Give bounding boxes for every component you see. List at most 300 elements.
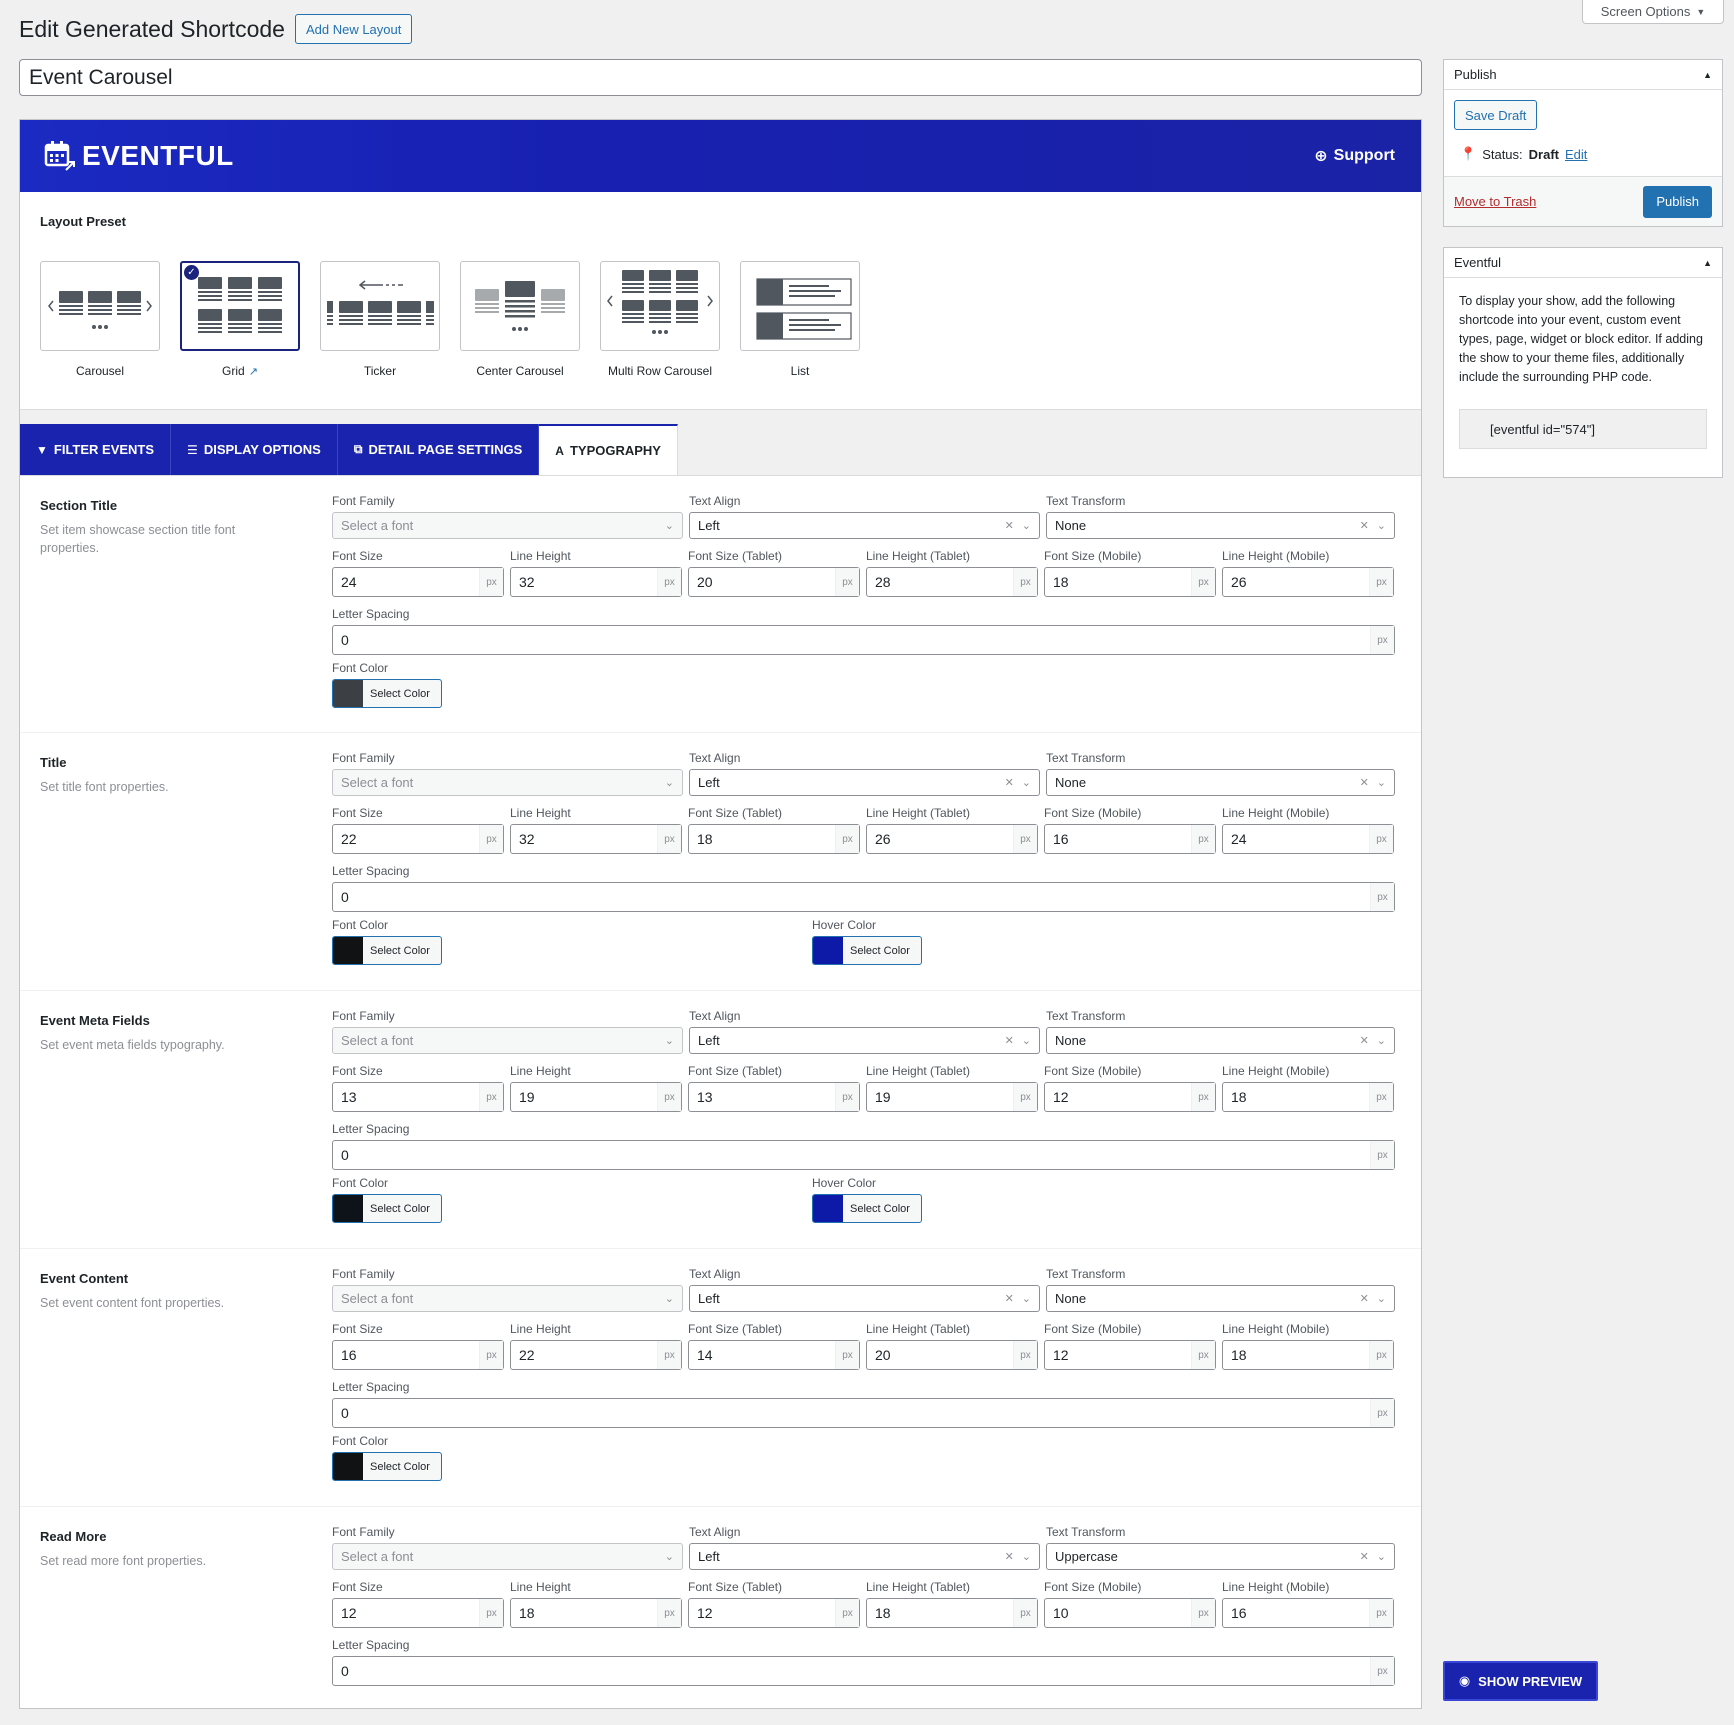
section-description: Set event meta fields typography. [40, 1038, 225, 1052]
input-value: 18 [519, 1605, 535, 1621]
input-value: 16 [1053, 831, 1069, 847]
font_color-picker[interactable] [332, 1452, 442, 1481]
select-color-label: Select Color [370, 1460, 430, 1473]
fsm-input[interactable] [1044, 567, 1216, 597]
text-transform-field [1046, 1525, 1395, 1570]
lhm-field [1222, 1580, 1394, 1628]
tab-label: DETAIL PAGE SETTINGS [368, 442, 523, 457]
save-draft-button[interactable]: Save Draft [1454, 100, 1537, 130]
fsm-field [1044, 549, 1216, 597]
fst-field [688, 549, 860, 597]
typography-section [20, 1249, 1421, 1507]
input-value: 20 [697, 574, 713, 590]
preset-carousel[interactable] [40, 261, 160, 378]
pin-icon: 📍 [1460, 146, 1477, 161]
field-label: Line Height (Tablet) [866, 806, 971, 820]
post-status [1454, 140, 1712, 176]
lht-input[interactable] [866, 824, 1038, 854]
clear-icon[interactable]: ✕ [1359, 777, 1369, 789]
section-description: Set item showcase section title font properties. [40, 523, 236, 555]
font_color-field [332, 918, 812, 965]
grid-layout-icon [180, 261, 300, 351]
preset-label: Ticker [363, 364, 397, 378]
move-to-trash-link[interactable]: Move to Trash [1454, 194, 1537, 209]
text-transform-select[interactable] [1046, 769, 1395, 796]
typography-section [20, 733, 1421, 991]
select-value: None [1055, 775, 1087, 790]
text-align-field [689, 494, 1040, 539]
field-label: Font Family [332, 751, 395, 765]
field-label: Letter Spacing [332, 864, 410, 878]
field-label: Line Height (Tablet) [866, 1322, 971, 1336]
field-label: Line Height (Mobile) [1222, 806, 1330, 820]
color-swatch [813, 937, 843, 964]
field-label: Font Size (Mobile) [1044, 1322, 1142, 1336]
section-info [40, 1271, 280, 1312]
lhm-input[interactable] [1222, 1598, 1394, 1628]
preset-list[interactable] [740, 261, 860, 378]
typography-section [20, 1507, 1421, 1725]
field-label: Font Family [332, 494, 395, 508]
caret-down-icon: ▼ [1696, 6, 1706, 17]
section-title: Title [40, 755, 67, 770]
input-value: 22 [341, 831, 357, 847]
fst-input[interactable] [688, 567, 860, 597]
select-value: Uppercase [1055, 1549, 1118, 1564]
ls-field [332, 607, 1395, 655]
fst-input[interactable] [688, 824, 860, 854]
typography-section [20, 476, 1421, 733]
chevron-down-icon: ⌄ [1021, 520, 1031, 532]
field-label: Text Transform [1046, 1525, 1126, 1539]
ls-input[interactable] [332, 1398, 1395, 1428]
lhm-field [1222, 806, 1394, 854]
ls-field [332, 864, 1395, 912]
lhm-field [1222, 1064, 1394, 1112]
layout-preset-label: Layout Preset [40, 214, 126, 229]
support-label: Support [1333, 147, 1395, 164]
unit-label: px [1191, 1599, 1215, 1627]
field-label: Font Size [332, 549, 383, 563]
fs-input[interactable] [332, 567, 504, 597]
fsm-input[interactable] [1044, 1598, 1216, 1628]
lhm-input[interactable] [1222, 567, 1394, 597]
unit-label: px [1369, 1341, 1393, 1369]
calendar-logo-icon [44, 141, 76, 171]
sidebar [1443, 59, 1723, 498]
select-value: Select a font [341, 1033, 414, 1048]
fs-field [332, 1064, 504, 1112]
unit-label: px [1191, 825, 1215, 853]
fst-field [688, 806, 860, 854]
text-align-select[interactable] [689, 1027, 1040, 1054]
chevron-down-icon: ⌄ [1021, 1035, 1031, 1047]
preset-ticker[interactable] [320, 261, 440, 378]
lht-field [866, 1580, 1038, 1628]
checkmark-icon: ✓ [184, 265, 199, 280]
eventful-box-body [1444, 278, 1722, 477]
font-family-select[interactable] [332, 1027, 683, 1054]
chevron-down-icon: ⌄ [664, 1035, 674, 1047]
text-transform-field [1046, 1267, 1395, 1312]
field-label: Font Size (Mobile) [1044, 806, 1142, 820]
ls-field [332, 1638, 1395, 1686]
caret-up-icon[interactable]: ▲ [1703, 69, 1712, 80]
lh-field [510, 1322, 682, 1370]
field-label: Font Size [332, 1580, 383, 1594]
text-align-select[interactable] [689, 512, 1040, 539]
input-value: 26 [875, 831, 891, 847]
field-label: Font Size (Mobile) [1044, 549, 1142, 563]
tab-typography[interactable] [539, 424, 678, 475]
field-label: Font Size (Tablet) [688, 1064, 783, 1078]
input-value: 0 [341, 1663, 349, 1679]
fsm-input[interactable] [1044, 1082, 1216, 1112]
chevron-down-icon: ⌄ [1376, 1551, 1386, 1563]
lht-field [866, 1064, 1038, 1112]
unit-label: px [835, 1341, 859, 1369]
field-label: Letter Spacing [332, 1380, 410, 1394]
publish-box-body [1444, 90, 1722, 176]
eventful-box-title: Eventful [1454, 255, 1501, 270]
lifebuoy-icon: ⊕ [1314, 148, 1328, 165]
field-label: Text Transform [1046, 1267, 1126, 1281]
chevron-down-icon: ⌄ [1376, 1035, 1386, 1047]
field-label: Font Size (Tablet) [688, 1580, 783, 1594]
shortcode-editor [19, 119, 1422, 1709]
field-label: Font Size (Tablet) [688, 806, 783, 820]
font_color-picker[interactable] [332, 679, 442, 708]
ls-field [332, 1122, 1395, 1170]
preset-label: List [790, 364, 810, 378]
fsm-input[interactable] [1044, 824, 1216, 854]
input-value: 28 [875, 574, 891, 590]
list-layout-icon [740, 261, 860, 351]
font-family-field [332, 1009, 683, 1054]
fs-input[interactable] [332, 1082, 504, 1112]
font_color-field [332, 1434, 812, 1481]
unit-label: px [479, 1083, 503, 1111]
lht-input[interactable] [866, 1340, 1038, 1370]
filter-icon: ▼ [36, 442, 48, 457]
fs-field [332, 549, 504, 597]
chevron-down-icon: ⌄ [664, 520, 674, 532]
chevron-down-icon: ⌄ [1376, 520, 1386, 532]
lht-input[interactable] [866, 1598, 1038, 1628]
section-info [40, 498, 280, 557]
tab-display-options[interactable] [171, 424, 338, 475]
select-value: None [1055, 518, 1087, 533]
chevron-down-icon: ⌄ [1376, 1293, 1386, 1305]
fst-field [688, 1322, 860, 1370]
unit-label: px [1013, 568, 1037, 596]
typography-section [20, 991, 1421, 1249]
color-swatch [813, 1195, 843, 1222]
clear-icon[interactable]: ✕ [1004, 777, 1014, 789]
select-value: Select a font [341, 1291, 414, 1306]
input-value: 13 [341, 1089, 357, 1105]
shortcode-display[interactable]: [eventful id="574"] [1459, 409, 1707, 449]
show-preview-label: SHOW PREVIEW [1478, 1673, 1583, 1689]
hover_color-picker[interactable] [812, 1194, 922, 1223]
text-transform-select[interactable] [1046, 512, 1395, 539]
fst-field [688, 1064, 860, 1112]
input-value: 0 [341, 1147, 349, 1163]
unit-label: px [657, 568, 681, 596]
field-label: Hover Color [812, 1176, 877, 1190]
select-value: None [1055, 1291, 1087, 1306]
chevron-down-icon: ⌄ [1021, 1551, 1031, 1563]
font_color-picker[interactable] [332, 936, 442, 965]
list-icon: ☰ [187, 442, 198, 457]
preset-label: Carousel [75, 364, 125, 378]
field-label: Line Height [510, 549, 571, 563]
input-value: 24 [341, 574, 357, 590]
center-carousel-layout-icon [460, 261, 580, 351]
text-transform-select[interactable] [1046, 1543, 1395, 1570]
lhm-input[interactable] [1222, 824, 1394, 854]
preset-center-carousel[interactable] [460, 261, 580, 378]
field-label: Text Align [689, 494, 741, 508]
unit-label: px [1191, 1341, 1215, 1369]
ls-input[interactable] [332, 1656, 1395, 1686]
field-label: Font Size [332, 1064, 383, 1078]
input-value: 0 [341, 632, 349, 648]
eye-icon: ◉ [1458, 1673, 1471, 1688]
chevron-down-icon: ⌄ [1021, 777, 1031, 789]
select-value: Left [698, 1291, 720, 1306]
color-swatch [333, 1195, 363, 1222]
hover_color-field [812, 1176, 1292, 1223]
input-value: 18 [697, 831, 713, 847]
screen-options-button[interactable] [1582, 0, 1724, 24]
lh-input[interactable] [510, 1340, 682, 1370]
layout-preset-section [20, 192, 1421, 410]
lh-input[interactable] [510, 1082, 682, 1112]
external-link-icon: ⧉ [353, 442, 363, 456]
field-label: Font Color [332, 1434, 389, 1448]
select-value: Select a font [341, 1549, 414, 1564]
lh-field [510, 806, 682, 854]
layout-preset-options [40, 261, 1401, 378]
fsm-field [1044, 806, 1216, 854]
eventful-box-header[interactable] [1444, 248, 1722, 278]
unit-label: px [479, 568, 503, 596]
lh-input[interactable] [510, 1598, 682, 1628]
font-family-select[interactable] [332, 1543, 683, 1570]
tab-detail-page-settings[interactable] [338, 424, 539, 475]
caret-up-icon[interactable]: ▲ [1703, 257, 1712, 268]
text-transform-select[interactable] [1046, 1027, 1395, 1054]
field-label: Letter Spacing [332, 1638, 410, 1652]
edit-status-link[interactable]: Edit [1565, 146, 1588, 162]
input-value: 14 [697, 1347, 713, 1363]
section-info [40, 755, 280, 796]
input-value: 12 [1053, 1347, 1069, 1363]
fs-field [332, 1322, 504, 1370]
font-family-select[interactable] [332, 769, 683, 796]
chevron-down-icon: ⌄ [664, 1293, 674, 1305]
text-align-select[interactable] [689, 769, 1040, 796]
field-label: Text Transform [1046, 1009, 1126, 1023]
clear-icon[interactable]: ✕ [1359, 1551, 1369, 1563]
chevron-down-icon: ⌄ [1376, 777, 1386, 789]
publish-box-header[interactable] [1444, 60, 1722, 90]
lht-field [866, 549, 1038, 597]
ls-input[interactable] [332, 625, 1395, 655]
tab-label: TYPOGRAPHY [569, 443, 661, 458]
clear-icon[interactable]: ✕ [1359, 520, 1369, 532]
font_color-field [332, 1176, 812, 1223]
external-link-icon[interactable]: ↗ [248, 365, 258, 378]
lh-input[interactable] [510, 824, 682, 854]
unit-label: px [1013, 1341, 1037, 1369]
select-value: Left [698, 1549, 720, 1564]
field-label: Line Height (Tablet) [866, 1064, 971, 1078]
text-transform-select[interactable] [1046, 1285, 1395, 1312]
show-preview-button[interactable] [1443, 1661, 1598, 1701]
input-value: 16 [341, 1347, 357, 1363]
eventful-box [1443, 247, 1723, 478]
clear-icon[interactable]: ✕ [1004, 520, 1014, 532]
preset-label-text: Grid [222, 364, 245, 378]
unit-label: px [835, 1599, 859, 1627]
lhm-input[interactable] [1222, 1340, 1394, 1370]
support-link[interactable] [1314, 146, 1395, 166]
chevron-down-icon: ⌄ [664, 1551, 674, 1563]
lh-field [510, 549, 682, 597]
field-label: Letter Spacing [332, 1122, 410, 1136]
hover_color-field [812, 918, 1292, 965]
fst-input[interactable] [688, 1340, 860, 1370]
typography-icon: A [555, 443, 564, 458]
clear-icon[interactable]: ✕ [1359, 1293, 1369, 1305]
preset-grid[interactable] [180, 261, 300, 378]
fsm-field [1044, 1064, 1216, 1112]
publish-actions [1444, 176, 1722, 226]
input-value: 13 [697, 1089, 713, 1105]
text-align-select[interactable] [689, 1543, 1040, 1570]
font-family-select[interactable] [332, 512, 683, 539]
text-transform-field [1046, 1009, 1395, 1054]
field-label: Font Size [332, 806, 383, 820]
publish-box-title: Publish [1454, 67, 1497, 82]
clear-icon[interactable]: ✕ [1004, 1551, 1014, 1563]
clear-icon[interactable]: ✕ [1004, 1035, 1014, 1047]
lh-input[interactable] [510, 567, 682, 597]
clear-icon[interactable]: ✕ [1359, 1035, 1369, 1047]
post-title-input[interactable]: Event Carousel [19, 59, 1422, 96]
unit-label: px [657, 1083, 681, 1111]
add-new-layout-button[interactable]: Add New Layout [295, 14, 412, 44]
field-label: Line Height [510, 1064, 571, 1078]
preset-label [222, 364, 258, 378]
ls-input[interactable] [332, 1140, 1395, 1170]
section-fields [332, 1525, 1395, 1686]
settings-tabs [20, 410, 1421, 476]
tab-filter-events[interactable] [20, 424, 171, 475]
field-label: Line Height (Mobile) [1222, 1322, 1330, 1336]
section-title: Event Content [40, 1271, 129, 1286]
section-info [40, 1013, 280, 1054]
chevron-down-icon: ⌄ [664, 777, 674, 789]
field-label: Font Size (Mobile) [1044, 1064, 1142, 1078]
field-label: Line Height (Mobile) [1222, 1064, 1330, 1078]
fs-input[interactable] [332, 1340, 504, 1370]
lhm-field [1222, 1322, 1394, 1370]
multi-row-carousel-layout-icon [600, 261, 720, 351]
select-value: Select a font [341, 518, 414, 533]
ls-input[interactable] [332, 882, 1395, 912]
unit-label: px [657, 1599, 681, 1627]
publish-box [1443, 59, 1723, 227]
color-swatch [333, 1453, 363, 1480]
input-value: 12 [697, 1605, 713, 1621]
field-label: Line Height [510, 806, 571, 820]
brand-bar [20, 120, 1421, 192]
input-value: 24 [1231, 831, 1247, 847]
fsm-input[interactable] [1044, 1340, 1216, 1370]
preset-multi-row-carousel[interactable] [600, 261, 720, 378]
lh-field [510, 1064, 682, 1112]
font_color-picker[interactable] [332, 1194, 442, 1223]
lhm-input[interactable] [1222, 1082, 1394, 1112]
unit-label: px [835, 1083, 859, 1111]
text-align-field [689, 1009, 1040, 1054]
lht-input[interactable] [866, 567, 1038, 597]
lht-input[interactable] [866, 1082, 1038, 1112]
field-label: Font Color [332, 918, 389, 932]
select-value: Left [698, 518, 720, 533]
field-label: Font Size (Tablet) [688, 549, 783, 563]
input-value: 32 [519, 831, 535, 847]
field-label: Line Height [510, 1322, 571, 1336]
unit-label: px [1370, 883, 1394, 911]
input-value: 26 [1231, 574, 1247, 590]
fs-input[interactable] [332, 1598, 504, 1628]
text-align-select[interactable] [689, 1285, 1040, 1312]
unit-label: px [1370, 1399, 1394, 1427]
hover_color-picker[interactable] [812, 936, 922, 965]
unit-label: px [1013, 1083, 1037, 1111]
fst-field [688, 1580, 860, 1628]
fs-input[interactable] [332, 824, 504, 854]
input-value: 12 [1053, 1089, 1069, 1105]
font-family-select[interactable] [332, 1285, 683, 1312]
fst-input[interactable] [688, 1082, 860, 1112]
field-label: Line Height (Mobile) [1222, 1580, 1330, 1594]
text-transform-field [1046, 494, 1395, 539]
preset-label: Multi Row Carousel [607, 364, 713, 378]
field-label: Text Align [689, 1525, 741, 1539]
text-transform-field [1046, 751, 1395, 796]
unit-label: px [1370, 1657, 1394, 1685]
fs-field [332, 806, 504, 854]
publish-button[interactable]: Publish [1643, 186, 1712, 218]
section-title: Section Title [40, 498, 118, 513]
select-color-label: Select Color [850, 1202, 910, 1215]
unit-label: px [1369, 1599, 1393, 1627]
text-align-field [689, 1267, 1040, 1312]
clear-icon[interactable]: ✕ [1004, 1293, 1014, 1305]
fst-input[interactable] [688, 1598, 860, 1628]
page-heading [19, 14, 412, 44]
carousel-layout-icon [40, 261, 160, 351]
input-value: 32 [519, 574, 535, 590]
unit-label: px [479, 1599, 503, 1627]
input-value: 12 [341, 1605, 357, 1621]
input-value: 18 [1231, 1347, 1247, 1363]
